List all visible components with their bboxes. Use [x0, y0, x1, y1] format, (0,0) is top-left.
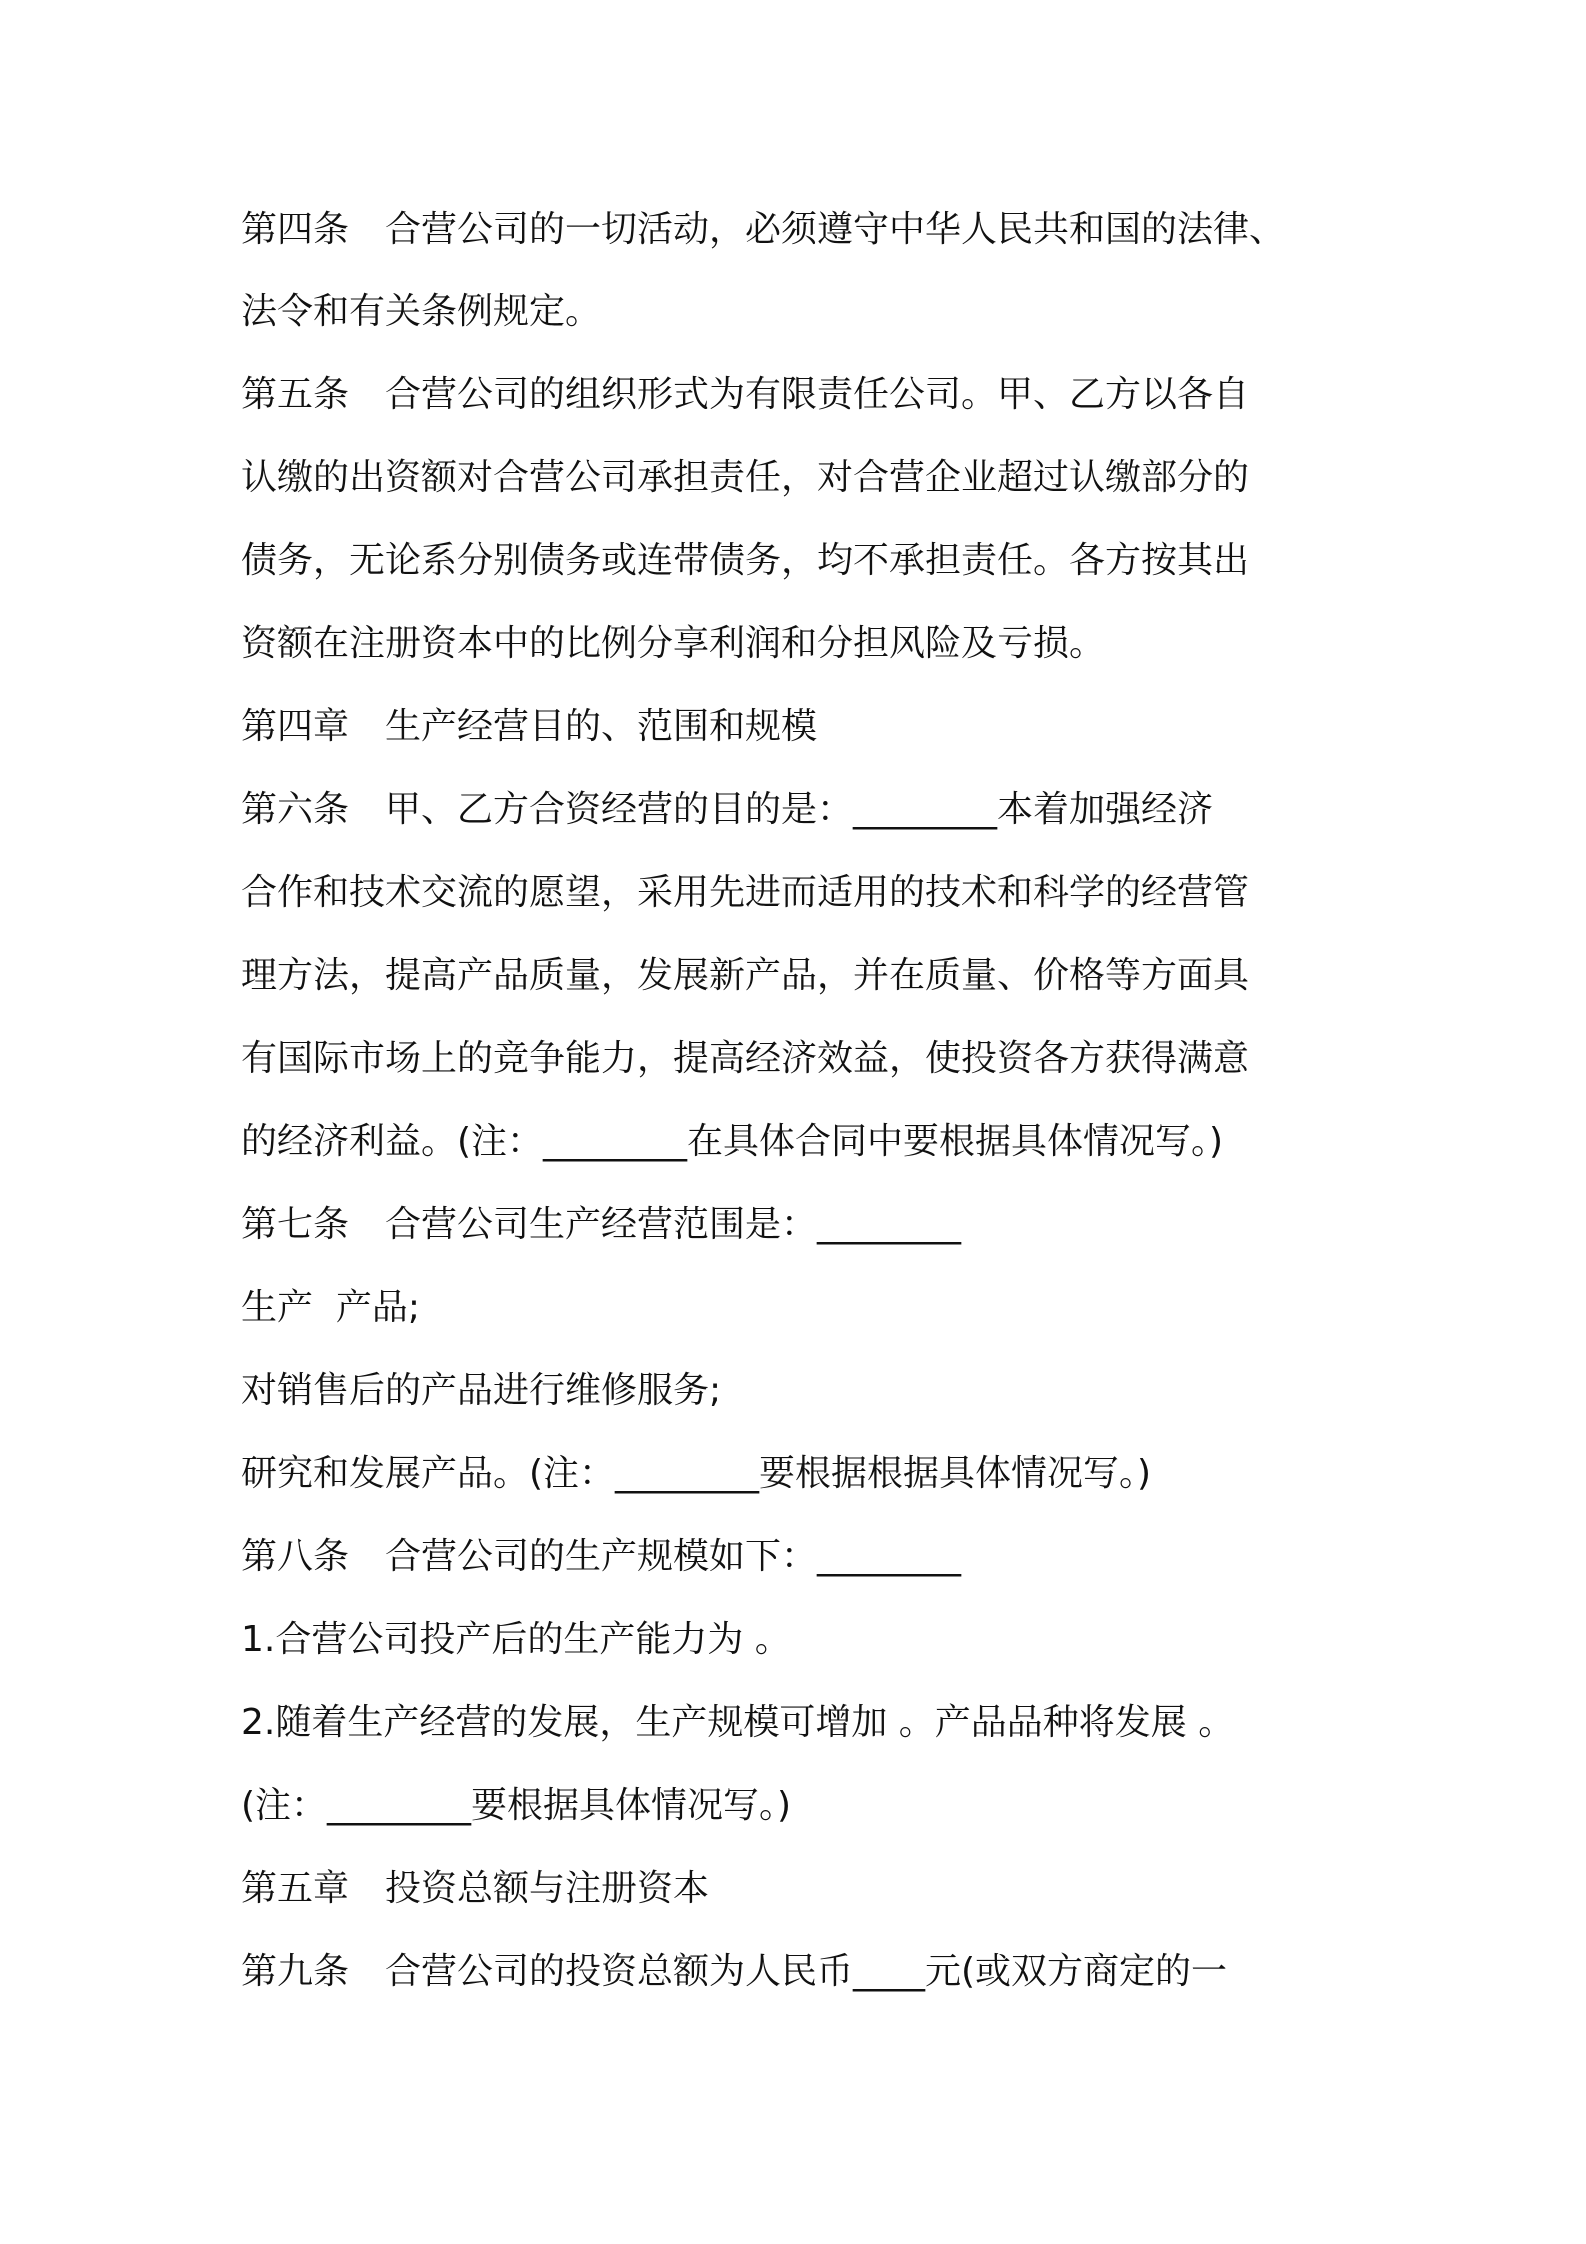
- text-line: 生产 产品;: [241, 1287, 421, 1328]
- text-line: 合作和技术交流的愿望，采用先进而适用的技术和科学的经营管: [241, 872, 1250, 913]
- text-line: 2.随着生产经营的发展，生产规模可增加 。产品品种将发展 。: [241, 1702, 1235, 1743]
- chapter-heading: 第五章 投资总额与注册资本: [241, 1868, 710, 1909]
- text-line: 第九条 合营公司的投资总额为人民币____元(或双方商定的一: [241, 1951, 1228, 1992]
- text-line: 研究和发展产品。(注：________要根据根据具体情况写。): [241, 1453, 1152, 1494]
- text-line: 认缴的出资额对合营公司承担责任，对合营企业超过认缴部分的: [241, 457, 1250, 498]
- text-line: 第七条 合营公司生产经营范围是：________: [241, 1204, 962, 1245]
- text-line: 第四条 合营公司的一切活动，必须遵守中华人民共和国的法律、: [241, 209, 1286, 250]
- text-line: (注：________要根据具体情况写。): [241, 1785, 792, 1826]
- text-line: 对销售后的产品进行维修服务;: [241, 1370, 722, 1411]
- text-line: 理方法，提高产品质量，发展新产品，并在质量、价格等方面具: [241, 955, 1250, 996]
- text-line: 法令和有关条例规定。: [241, 291, 602, 332]
- text-line: 1.合营公司投产后的生产能力为 。: [241, 1619, 791, 1660]
- text-line: 第五条 合营公司的组织形式为有限责任公司。甲、乙方以各自: [241, 374, 1250, 415]
- text-line: 资额在注册资本中的比例分享利润和分担风险及亏损。: [241, 623, 1106, 664]
- text-line: 债务，无论系分别债务或连带债务，均不承担责任。各方按其出: [241, 540, 1250, 581]
- text-line: 第六条 甲、乙方合资经营的目的是：________本着加强经济: [241, 789, 1214, 830]
- text-line: 第八条 合营公司的生产规模如下：________: [241, 1536, 962, 1577]
- text-line: 的经济利益。(注：________在具体合同中要根据具体情况写。): [241, 1121, 1224, 1162]
- chapter-heading: 第四章 生产经营目的、范围和规模: [241, 706, 818, 747]
- text-line: 有国际市场上的竞争能力，提高经济效益，使投资各方获得满意: [241, 1038, 1250, 1079]
